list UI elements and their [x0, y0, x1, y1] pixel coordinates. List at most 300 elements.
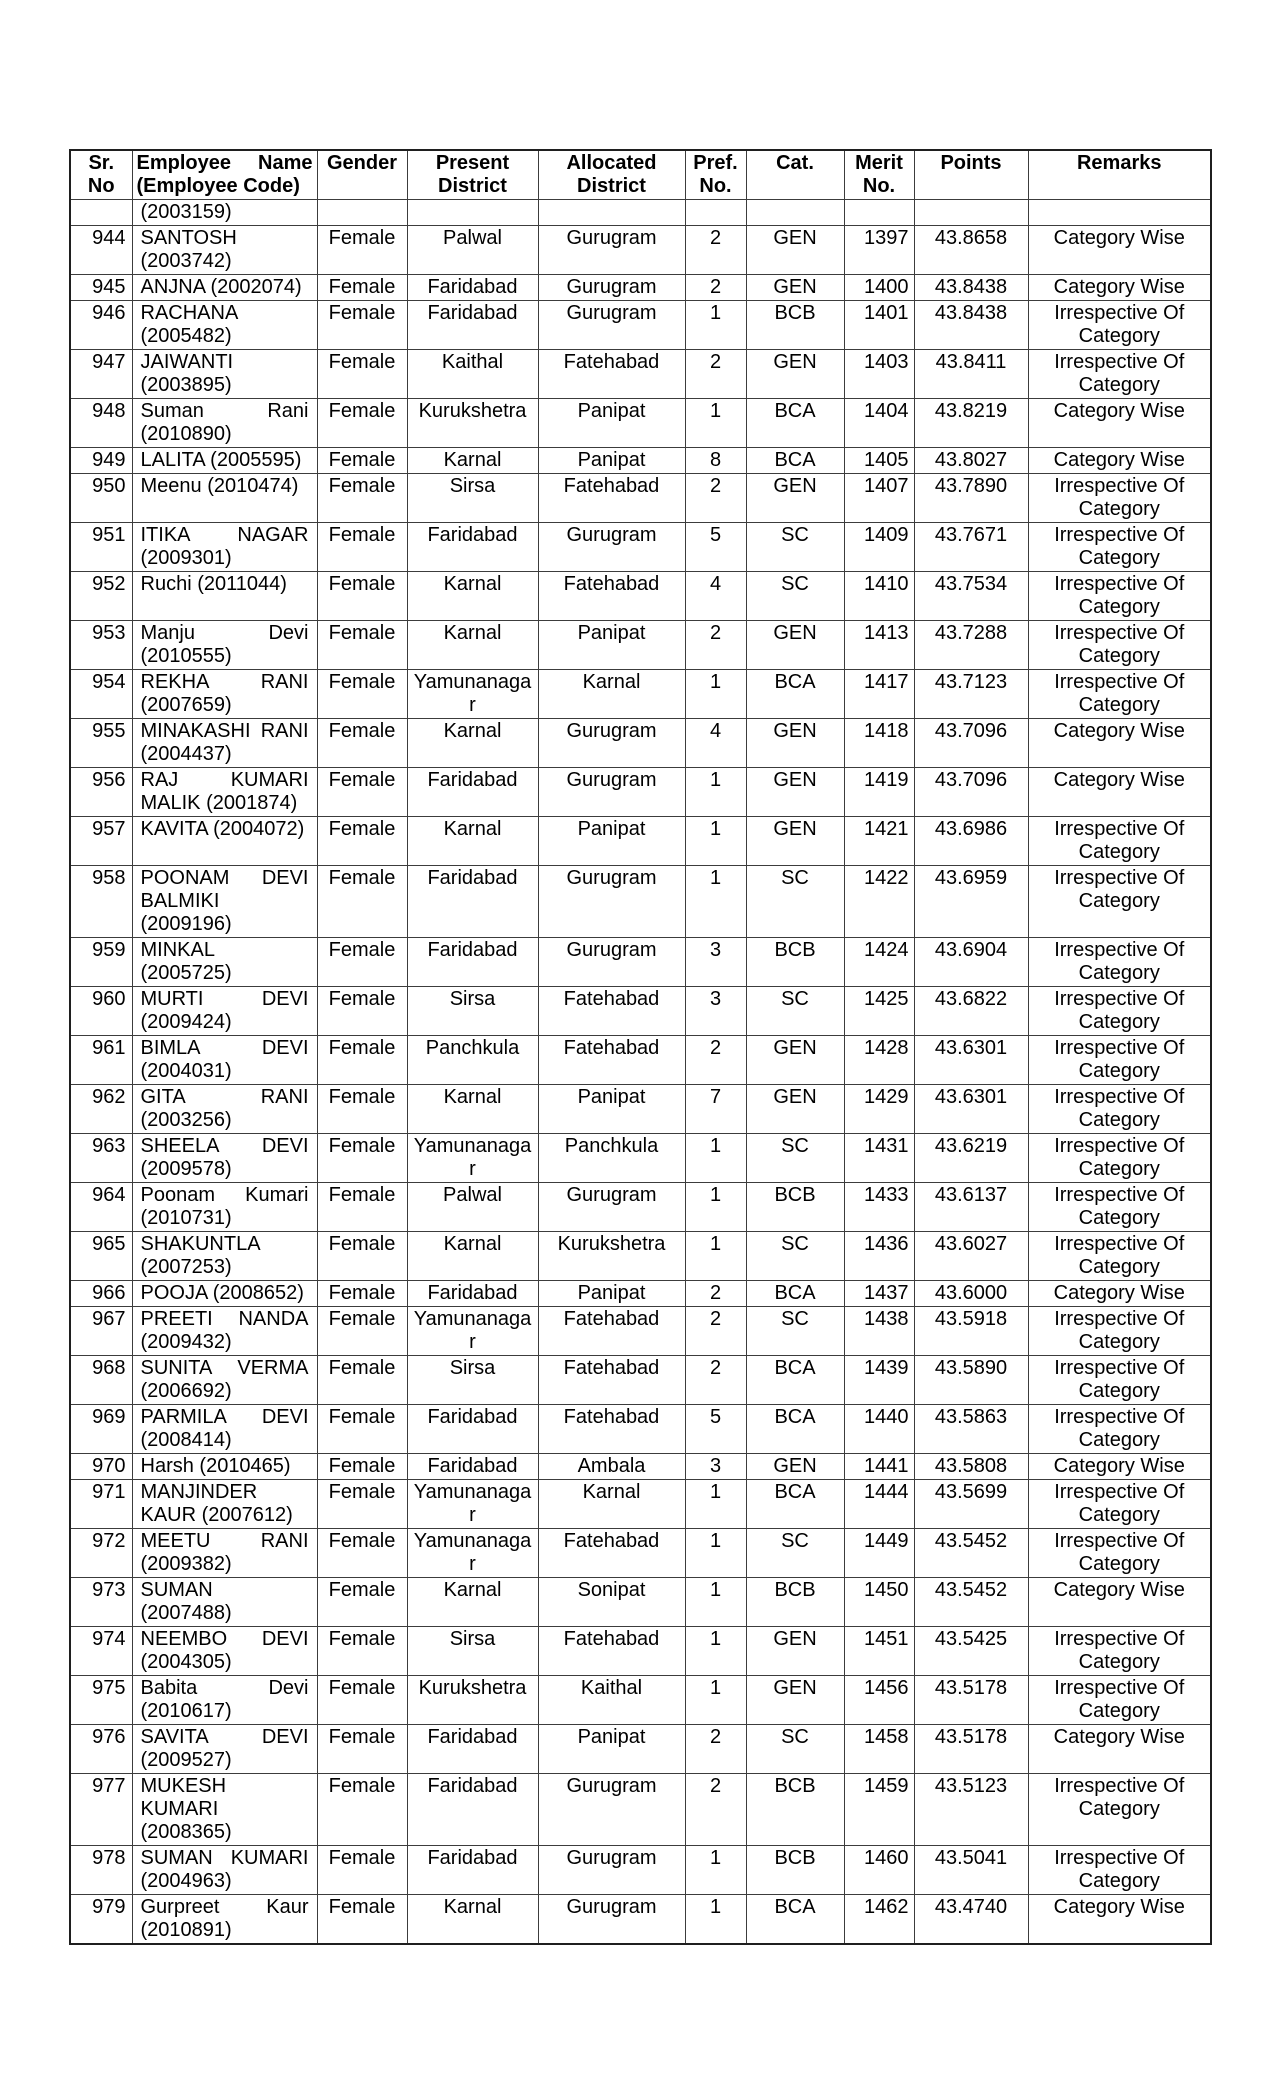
cell-allocated-district: Gurugram	[538, 1183, 685, 1232]
cell-present-district: Faridabad	[407, 938, 538, 987]
table-row	[70, 1085, 1211, 1134]
cell-sr-no: 959	[70, 938, 132, 987]
cell-employee-name: SUMAN KUMARI (2004963)	[132, 1846, 317, 1895]
cell-cat: BCA	[746, 1356, 844, 1405]
cell-employee-name: RAJ KUMARI MALIK (2001874)	[132, 768, 317, 817]
cell-merit-no: 1456	[844, 1676, 914, 1725]
cell-remarks: Irrespective Of Category	[1028, 1676, 1211, 1725]
cell-merit-no: 1428	[844, 1036, 914, 1085]
cell-merit-no: 1407	[844, 474, 914, 523]
cell-allocated-district	[538, 200, 685, 226]
cell-allocated-district: Gurugram	[538, 523, 685, 572]
cell-gender: Female	[317, 1036, 407, 1085]
cell-present-district: Faridabad	[407, 1281, 538, 1307]
cell-present-district: Sirsa	[407, 1356, 538, 1405]
cell-gender: Female	[317, 1454, 407, 1480]
cell-merit-no: 1409	[844, 523, 914, 572]
table-row	[70, 474, 1211, 523]
cell-merit-no: 1397	[844, 226, 914, 275]
cell-gender: Female	[317, 523, 407, 572]
table-row	[70, 866, 1211, 938]
cell-sr-no: 958	[70, 866, 132, 938]
cell-present-district: Faridabad	[407, 1725, 538, 1774]
cell-cat	[746, 200, 844, 226]
cell-employee-name: SANTOSH (2003742)	[132, 226, 317, 275]
cell-merit-no: 1422	[844, 866, 914, 938]
cell-employee-name: MURTI DEVI (2009424)	[132, 987, 317, 1036]
cell-pref-no: 1	[685, 1627, 746, 1676]
cell-points: 43.6000	[914, 1281, 1028, 1307]
cell-present-district: Karnal	[407, 448, 538, 474]
cell-gender: Female	[317, 448, 407, 474]
cell-merit-no: 1444	[844, 1480, 914, 1529]
cell-merit-no: 1424	[844, 938, 914, 987]
column-header-allocated-district: Allocated District	[538, 150, 685, 200]
cell-present-district: Kaithal	[407, 350, 538, 399]
cell-merit-no: 1433	[844, 1183, 914, 1232]
cell-points: 43.7096	[914, 768, 1028, 817]
cell-remarks: Category Wise	[1028, 768, 1211, 817]
cell-present-district: Yamunanagar	[407, 1480, 538, 1529]
cell-employee-name: NEEMBO DEVI (2004305)	[132, 1627, 317, 1676]
column-header-gender: Gender	[317, 150, 407, 200]
table-row	[70, 1307, 1211, 1356]
cell-employee-name: PREETI NANDA (2009432)	[132, 1307, 317, 1356]
cell-pref-no: 2	[685, 350, 746, 399]
cell-merit-no: 1439	[844, 1356, 914, 1405]
cell-pref-no: 1	[685, 1232, 746, 1281]
cell-present-district: Sirsa	[407, 987, 538, 1036]
table-row	[70, 768, 1211, 817]
column-header-merit-no: Merit No.	[844, 150, 914, 200]
cell-points: 43.8438	[914, 301, 1028, 350]
cell-cat: GEN	[746, 474, 844, 523]
cell-cat: SC	[746, 1134, 844, 1183]
cell-pref-no: 1	[685, 1134, 746, 1183]
cell-points: 43.8411	[914, 350, 1028, 399]
cell-points: 43.8438	[914, 275, 1028, 301]
cell-points: 43.5808	[914, 1454, 1028, 1480]
table-row	[70, 448, 1211, 474]
cell-present-district: Faridabad	[407, 275, 538, 301]
cell-remarks: Irrespective Of Category	[1028, 1529, 1211, 1578]
cell-sr-no: 956	[70, 768, 132, 817]
cell-present-district: Sirsa	[407, 474, 538, 523]
cell-cat: SC	[746, 866, 844, 938]
cell-present-district: Palwal	[407, 226, 538, 275]
cell-remarks: Irrespective Of Category	[1028, 1356, 1211, 1405]
table-body	[70, 200, 1211, 1945]
cell-present-district: Kurukshetra	[407, 399, 538, 448]
cell-remarks: Irrespective Of Category	[1028, 866, 1211, 938]
cell-employee-name: ANJNA (2002074)	[132, 275, 317, 301]
cell-employee-name: ITIKA NAGAR (2009301)	[132, 523, 317, 572]
cell-gender: Female	[317, 1676, 407, 1725]
cell-pref-no: 1	[685, 1846, 746, 1895]
cell-cat: BCB	[746, 938, 844, 987]
cell-points: 43.6904	[914, 938, 1028, 987]
cell-gender: Female	[317, 1774, 407, 1846]
cell-remarks: Irrespective Of Category	[1028, 987, 1211, 1036]
cell-pref-no: 2	[685, 275, 746, 301]
cell-cat: GEN	[746, 621, 844, 670]
cell-gender: Female	[317, 866, 407, 938]
cell-pref-no: 8	[685, 448, 746, 474]
cell-allocated-district: Gurugram	[538, 1895, 685, 1945]
table-row	[70, 275, 1211, 301]
cell-cat: BCB	[746, 1183, 844, 1232]
table-row	[70, 1454, 1211, 1480]
table-row	[70, 1281, 1211, 1307]
cell-employee-name: LALITA (2005595)	[132, 448, 317, 474]
cell-points	[914, 200, 1028, 226]
cell-allocated-district: Karnal	[538, 1480, 685, 1529]
cell-present-district: Karnal	[407, 719, 538, 768]
cell-remarks: Category Wise	[1028, 448, 1211, 474]
cell-gender: Female	[317, 474, 407, 523]
cell-points: 43.5425	[914, 1627, 1028, 1676]
cell-sr-no: 970	[70, 1454, 132, 1480]
cell-allocated-district: Fatehabad	[538, 987, 685, 1036]
cell-remarks: Category Wise	[1028, 1895, 1211, 1945]
cell-employee-name: Poonam Kumari (2010731)	[132, 1183, 317, 1232]
cell-present-district: Karnal	[407, 1895, 538, 1945]
table-row	[70, 523, 1211, 572]
cell-cat: GEN	[746, 1676, 844, 1725]
cell-pref-no: 5	[685, 1405, 746, 1454]
cell-employee-name: MANJINDER KAUR (2007612)	[132, 1480, 317, 1529]
table-row	[70, 1405, 1211, 1454]
cell-merit-no: 1458	[844, 1725, 914, 1774]
cell-allocated-district: Fatehabad	[538, 1356, 685, 1405]
cell-cat: BCA	[746, 1895, 844, 1945]
cell-merit-no: 1413	[844, 621, 914, 670]
cell-allocated-district: Gurugram	[538, 768, 685, 817]
cell-cat: SC	[746, 1232, 844, 1281]
cell-sr-no: 961	[70, 1036, 132, 1085]
cell-sr-no: 963	[70, 1134, 132, 1183]
cell-merit-no: 1449	[844, 1529, 914, 1578]
continuation-row	[70, 200, 1211, 226]
cell-cat: BCB	[746, 1578, 844, 1627]
table-row	[70, 1529, 1211, 1578]
cell-remarks: Category Wise	[1028, 1578, 1211, 1627]
cell-remarks: Irrespective Of Category	[1028, 670, 1211, 719]
cell-allocated-district: Fatehabad	[538, 1529, 685, 1578]
cell-employee-name: Ruchi (2011044)	[132, 572, 317, 621]
cell-sr-no: 949	[70, 448, 132, 474]
header-row	[70, 150, 1211, 200]
cell-remarks: Irrespective Of Category	[1028, 1232, 1211, 1281]
column-header-pref-no: Pref. No.	[685, 150, 746, 200]
cell-gender: Female	[317, 226, 407, 275]
cell-allocated-district: Panipat	[538, 1085, 685, 1134]
cell-gender: Female	[317, 768, 407, 817]
cell-pref-no: 3	[685, 1454, 746, 1480]
allocation-table	[69, 149, 1212, 1945]
cell-employee-name: MINKAL (2005725)	[132, 938, 317, 987]
cell-points: 43.6137	[914, 1183, 1028, 1232]
cell-present-district: Yamunanagar	[407, 1134, 538, 1183]
cell-points: 43.5863	[914, 1405, 1028, 1454]
cell-pref-no: 2	[685, 1307, 746, 1356]
cell-pref-no: 4	[685, 572, 746, 621]
cell-pref-no: 2	[685, 474, 746, 523]
cell-sr-no: 955	[70, 719, 132, 768]
cell-sr-no: 960	[70, 987, 132, 1036]
cell-allocated-district: Kaithal	[538, 1676, 685, 1725]
table-row	[70, 226, 1211, 275]
cell-gender: Female	[317, 1529, 407, 1578]
cell-cat: GEN	[746, 1085, 844, 1134]
cell-gender: Female	[317, 1281, 407, 1307]
cell-pref-no: 2	[685, 621, 746, 670]
cell-allocated-district: Panipat	[538, 1281, 685, 1307]
cell-gender: Female	[317, 1085, 407, 1134]
cell-points: 43.5452	[914, 1578, 1028, 1627]
cell-points: 43.6986	[914, 817, 1028, 866]
cell-merit-no: 1462	[844, 1895, 914, 1945]
cell-present-district: Karnal	[407, 621, 538, 670]
cell-remarks: Irrespective Of Category	[1028, 474, 1211, 523]
cell-gender: Female	[317, 670, 407, 719]
cell-points: 43.6219	[914, 1134, 1028, 1183]
cell-gender: Female	[317, 719, 407, 768]
cell-merit-no: 1401	[844, 301, 914, 350]
cell-sr-no: 972	[70, 1529, 132, 1578]
cell-sr-no: 950	[70, 474, 132, 523]
cell-gender: Female	[317, 987, 407, 1036]
cell-cat: BCA	[746, 399, 844, 448]
cell-employee-name: SHAKUNTLA (2007253)	[132, 1232, 317, 1281]
cell-cat: BCB	[746, 301, 844, 350]
cell-cat: SC	[746, 1307, 844, 1356]
cell-cat: BCA	[746, 448, 844, 474]
cell-pref-no: 1	[685, 817, 746, 866]
cell-sr-no: 967	[70, 1307, 132, 1356]
cell-gender: Female	[317, 1232, 407, 1281]
table-header	[70, 150, 1211, 200]
cell-pref-no: 4	[685, 719, 746, 768]
cell-cat: GEN	[746, 1036, 844, 1085]
cell-remarks: Irrespective Of Category	[1028, 1774, 1211, 1846]
table-row	[70, 1627, 1211, 1676]
cell-present-district: Karnal	[407, 1232, 538, 1281]
column-header-cat: Cat.	[746, 150, 844, 200]
cell-remarks: Category Wise	[1028, 275, 1211, 301]
cell-employee-name: SAVITA DEVI (2009527)	[132, 1725, 317, 1774]
cell-points: 43.6822	[914, 987, 1028, 1036]
cell-merit-no: 1451	[844, 1627, 914, 1676]
cell-merit-no: 1429	[844, 1085, 914, 1134]
cell-sr-no: 969	[70, 1405, 132, 1454]
cell-cat: GEN	[746, 817, 844, 866]
cell-pref-no: 1	[685, 1529, 746, 1578]
cell-remarks: Irrespective Of Category	[1028, 523, 1211, 572]
cell-employee-name: SUMAN (2007488)	[132, 1578, 317, 1627]
cell-sr-no: 976	[70, 1725, 132, 1774]
cell-merit-no: 1410	[844, 572, 914, 621]
cell-merit-no: 1437	[844, 1281, 914, 1307]
cell-merit-no: 1436	[844, 1232, 914, 1281]
cell-remarks: Category Wise	[1028, 1725, 1211, 1774]
cell-employee-name: POONAM DEVI BALMIKI (2009196)	[132, 866, 317, 938]
cell-present-district: Faridabad	[407, 301, 538, 350]
cell-remarks: Irrespective Of Category	[1028, 1405, 1211, 1454]
cell-pref-no: 1	[685, 1578, 746, 1627]
cell-points: 43.7890	[914, 474, 1028, 523]
cell-employee-name: (2003159)	[132, 200, 317, 226]
cell-points: 43.5041	[914, 1846, 1028, 1895]
cell-pref-no: 1	[685, 1676, 746, 1725]
cell-sr-no: 966	[70, 1281, 132, 1307]
cell-cat: SC	[746, 1725, 844, 1774]
cell-merit-no: 1418	[844, 719, 914, 768]
cell-employee-name: SUNITA VERMA (2006692)	[132, 1356, 317, 1405]
cell-points: 43.8219	[914, 399, 1028, 448]
cell-sr-no	[70, 200, 132, 226]
cell-pref-no	[685, 200, 746, 226]
cell-merit-no: 1419	[844, 768, 914, 817]
cell-merit-no: 1431	[844, 1134, 914, 1183]
cell-sr-no: 977	[70, 1774, 132, 1846]
cell-remarks: Category Wise	[1028, 226, 1211, 275]
cell-allocated-district: Fatehabad	[538, 572, 685, 621]
cell-points: 43.5918	[914, 1307, 1028, 1356]
cell-allocated-district: Panipat	[538, 448, 685, 474]
cell-gender: Female	[317, 572, 407, 621]
cell-sr-no: 952	[70, 572, 132, 621]
cell-present-district: Yamunanagar	[407, 1529, 538, 1578]
cell-cat: BCA	[746, 1281, 844, 1307]
cell-present-district: Sirsa	[407, 1627, 538, 1676]
column-header-sr-no: Sr. No	[70, 150, 132, 200]
cell-points: 43.5178	[914, 1725, 1028, 1774]
cell-remarks: Category Wise	[1028, 1454, 1211, 1480]
cell-gender: Female	[317, 1895, 407, 1945]
cell-employee-name: BIMLA DEVI (2004031)	[132, 1036, 317, 1085]
cell-present-district: Faridabad	[407, 1846, 538, 1895]
cell-remarks: Irrespective Of Category	[1028, 938, 1211, 987]
cell-allocated-district: Gurugram	[538, 226, 685, 275]
cell-gender: Female	[317, 275, 407, 301]
cell-allocated-district: Gurugram	[538, 1774, 685, 1846]
cell-pref-no: 2	[685, 226, 746, 275]
cell-allocated-district: Gurugram	[538, 719, 685, 768]
cell-cat: BCB	[746, 1774, 844, 1846]
column-header-employee-name: Employee Name (Employee Code)	[132, 150, 317, 200]
cell-remarks: Irrespective Of Category	[1028, 1846, 1211, 1895]
cell-sr-no: 964	[70, 1183, 132, 1232]
cell-remarks: Category Wise	[1028, 399, 1211, 448]
cell-employee-name: MINAKASHI RANI (2004437)	[132, 719, 317, 768]
cell-employee-name: Babita Devi (2010617)	[132, 1676, 317, 1725]
cell-sr-no: 974	[70, 1627, 132, 1676]
cell-employee-name: PARMILA DEVI (2008414)	[132, 1405, 317, 1454]
cell-remarks: Irrespective Of Category	[1028, 301, 1211, 350]
cell-gender: Female	[317, 1183, 407, 1232]
cell-merit-no: 1403	[844, 350, 914, 399]
cell-gender: Female	[317, 1725, 407, 1774]
table-row	[70, 621, 1211, 670]
cell-gender: Female	[317, 1405, 407, 1454]
cell-pref-no: 1	[685, 1183, 746, 1232]
cell-remarks: Irrespective Of Category	[1028, 1085, 1211, 1134]
cell-gender: Female	[317, 1307, 407, 1356]
cell-merit-no: 1440	[844, 1405, 914, 1454]
cell-pref-no: 1	[685, 1895, 746, 1945]
table-row	[70, 1676, 1211, 1725]
cell-remarks: Irrespective Of Category	[1028, 621, 1211, 670]
cell-cat: BCA	[746, 1480, 844, 1529]
cell-merit-no: 1460	[844, 1846, 914, 1895]
cell-pref-no: 1	[685, 301, 746, 350]
cell-allocated-district: Panipat	[538, 817, 685, 866]
cell-points: 43.7123	[914, 670, 1028, 719]
cell-pref-no: 1	[685, 1480, 746, 1529]
cell-present-district: Karnal	[407, 1085, 538, 1134]
cell-remarks	[1028, 200, 1211, 226]
table-row	[70, 350, 1211, 399]
cell-merit-no	[844, 200, 914, 226]
cell-allocated-district: Fatehabad	[538, 1405, 685, 1454]
cell-cat: GEN	[746, 350, 844, 399]
cell-sr-no: 948	[70, 399, 132, 448]
cell-present-district	[407, 200, 538, 226]
cell-sr-no: 954	[70, 670, 132, 719]
cell-pref-no: 1	[685, 399, 746, 448]
cell-allocated-district: Sonipat	[538, 1578, 685, 1627]
cell-allocated-district: Fatehabad	[538, 474, 685, 523]
cell-allocated-district: Panipat	[538, 399, 685, 448]
cell-employee-name: SHEELA DEVI (2009578)	[132, 1134, 317, 1183]
cell-sr-no: 945	[70, 275, 132, 301]
cell-points: 43.7671	[914, 523, 1028, 572]
cell-allocated-district: Gurugram	[538, 301, 685, 350]
cell-pref-no: 2	[685, 1774, 746, 1846]
cell-employee-name: Meenu (2010474)	[132, 474, 317, 523]
cell-points: 43.8658	[914, 226, 1028, 275]
table-row	[70, 987, 1211, 1036]
cell-allocated-district: Gurugram	[538, 1846, 685, 1895]
cell-employee-name: JAIWANTI (2003895)	[132, 350, 317, 399]
cell-sr-no: 965	[70, 1232, 132, 1281]
cell-remarks: Irrespective Of Category	[1028, 1627, 1211, 1676]
cell-merit-no: 1459	[844, 1774, 914, 1846]
cell-pref-no: 3	[685, 987, 746, 1036]
cell-points: 43.6027	[914, 1232, 1028, 1281]
cell-pref-no: 2	[685, 1036, 746, 1085]
cell-allocated-district: Fatehabad	[538, 350, 685, 399]
cell-employee-name: MEETU RANI (2009382)	[132, 1529, 317, 1578]
cell-allocated-district: Panipat	[538, 621, 685, 670]
table-row	[70, 399, 1211, 448]
cell-remarks: Category Wise	[1028, 719, 1211, 768]
cell-present-district: Yamunanagar	[407, 1307, 538, 1356]
cell-merit-no: 1417	[844, 670, 914, 719]
table-row	[70, 1232, 1211, 1281]
cell-present-district: Faridabad	[407, 1405, 538, 1454]
cell-present-district: Faridabad	[407, 768, 538, 817]
cell-pref-no: 2	[685, 1725, 746, 1774]
cell-remarks: Irrespective Of Category	[1028, 572, 1211, 621]
cell-cat: BCA	[746, 670, 844, 719]
cell-present-district: Faridabad	[407, 866, 538, 938]
cell-present-district: Panchkula	[407, 1036, 538, 1085]
cell-merit-no: 1450	[844, 1578, 914, 1627]
cell-pref-no: 5	[685, 523, 746, 572]
cell-cat: GEN	[746, 1627, 844, 1676]
